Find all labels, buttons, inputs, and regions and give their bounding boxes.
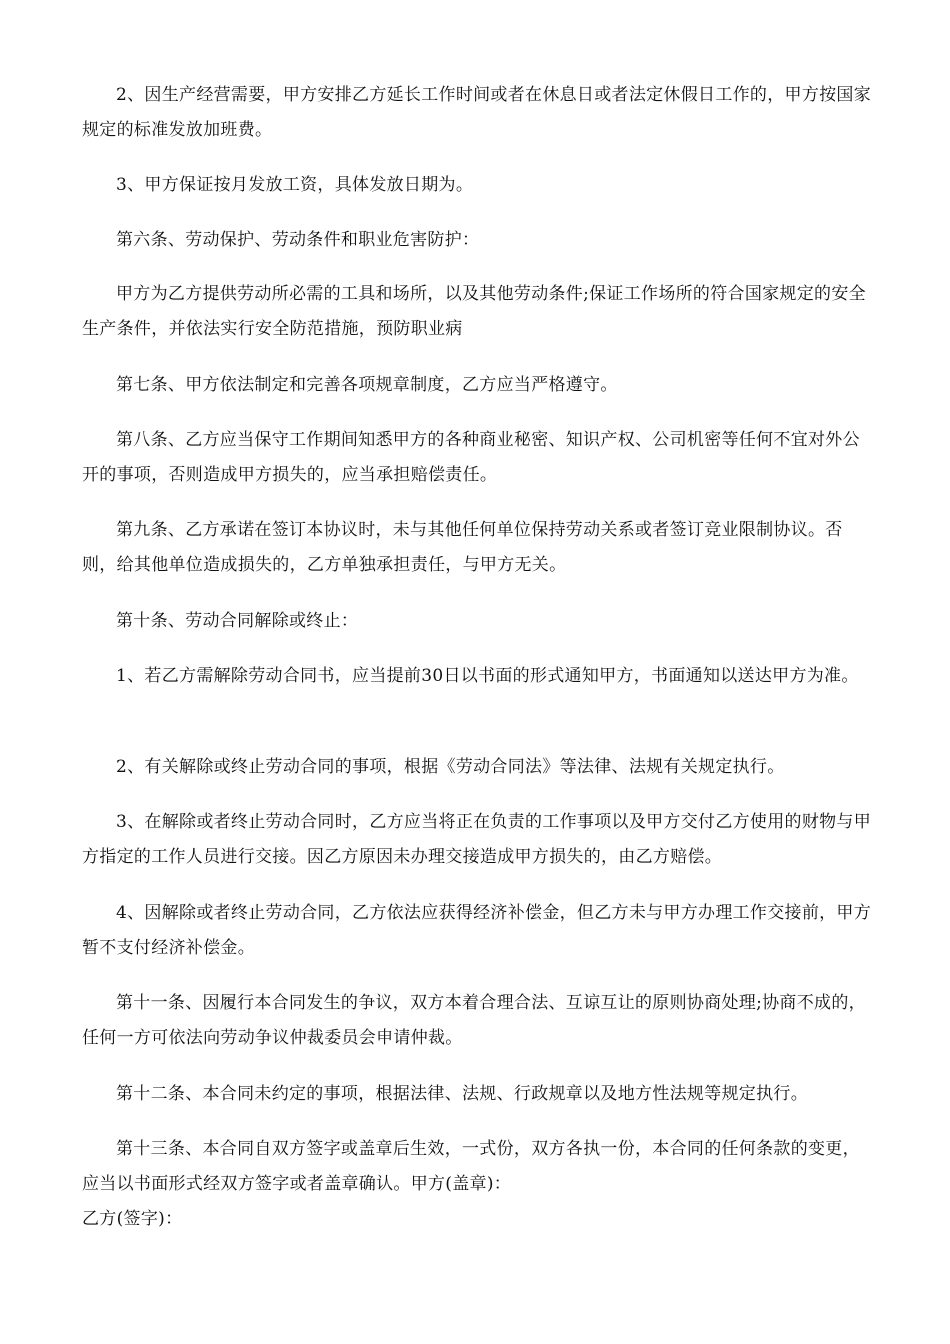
paragraph-article-11: 第十一条、因履行本合同发生的争议，双方本着合理合法、互谅互让的原则协商处理;协商不成的，任何一方可依法向劳动争议仲裁委员会申请仲裁。 [82, 993, 866, 1048]
paragraph-termination-2: 2、有关解除或终止劳动合同的事项，根据《劳动合同法》等法律、法规有关规定执行。 [116, 757, 785, 777]
paragraph-monthly-salary: 3、甲方保证按月发放工资，具体发放日期为。 [116, 175, 474, 195]
paragraph-article-9: 第九条、乙方承诺在签订本协议时，未与其他任何单位保持劳动关系或者签订竞业限制协议。否则，给其他单位造成损失的，乙方单独承担责任，与甲方无关。 [82, 520, 843, 575]
paragraph-termination-3: 3、在解除或者终止劳动合同时，乙方应当将正在负责的工作事项以及甲方交付乙方使用的财物与甲方指定的工作人员进行交接。因乙方原因未办理交接造成甲方损失的，由乙方赔偿。 [82, 812, 872, 867]
paragraph-labor-protection: 甲方为乙方提供劳动所必需的工具和场所，以及其他劳动条件;保证工作场所的符合国家规定的安全生产条件，并依法实行安全防范措施，预防职业病 [82, 284, 866, 339]
paragraph-article-8: 第八条、乙方应当保守工作期间知悉甲方的各种商业秘密、知识产权、公司机密等任何不宜对外公开的事项，否则造成甲方损失的，应当承担赔偿责任。 [82, 430, 860, 485]
heading-article-10: 第十条、劳动合同解除或终止： [116, 611, 359, 631]
paragraph-overtime-pay: 2、因生产经营需要，甲方安排乙方延长工作时间或者在休息日或者法定休假日工作的，甲方按国家规定的标准发放加班费。 [82, 85, 872, 140]
paragraph-article-13: 第十三条、本合同自双方签字或盖章后生效，一式份，双方各执一份，本合同的任何条款的变更，应当以书面形式经双方签字或者盖章确认。甲方(盖章)： [82, 1139, 860, 1194]
paragraph-termination-4: 4、因解除或者终止劳动合同，乙方依法应获得经济补偿金，但乙方未与甲方办理工作交接前，甲方暂不支付经济补偿金。 [82, 903, 872, 958]
paragraph-article-7: 第七条、甲方依法制定和完善各项规章制度，乙方应当严格遵守。 [116, 375, 618, 395]
paragraph-termination-1: 1、若乙方需解除劳动合同书，应当提前30日以书面的形式通知甲方，书面通知以送达甲方为准。 [116, 666, 859, 686]
signature-party-b: 乙方(签字)： [82, 1209, 183, 1229]
paragraph-article-12: 第十二条、本合同未约定的事项，根据法律、法规、行政规章以及地方性法规等规定执行。 [116, 1084, 808, 1104]
heading-article-6: 第六条、劳动保护、劳动条件和职业危害防护： [116, 230, 480, 250]
